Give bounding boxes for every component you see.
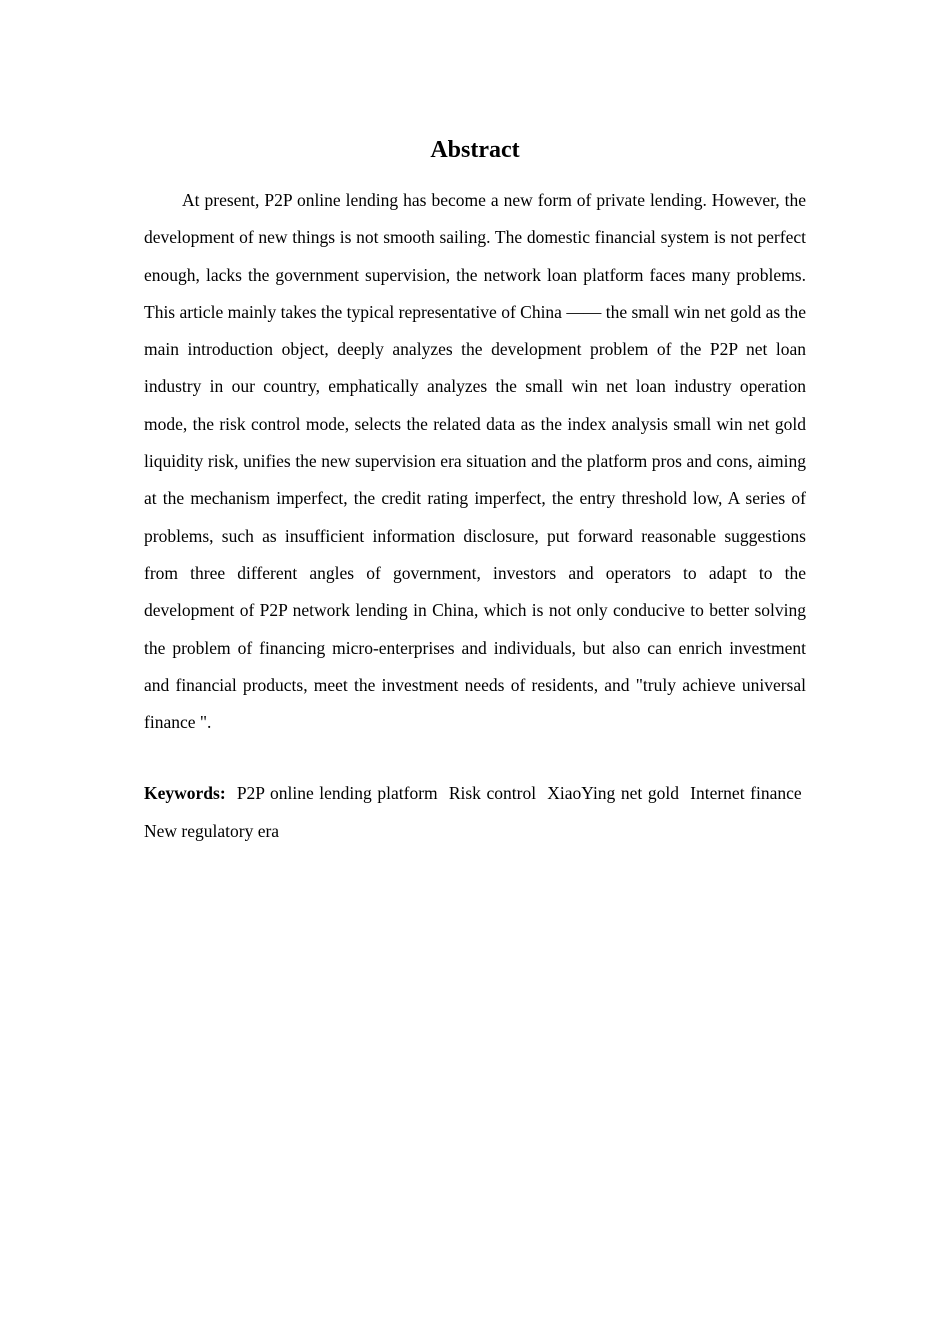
keyword-item: Risk control <box>448 783 537 804</box>
keyword-item: New regulatory era <box>144 820 280 841</box>
page-title: Abstract <box>430 137 520 163</box>
keyword-item: Internet finance <box>690 783 802 804</box>
keywords-label: Keywords: <box>144 783 226 804</box>
keywords-line <box>144 775 806 850</box>
abstract-paragraph: At present, P2P online lending has become a new form of private lending. However, the development of new things is not smooth sailing. The domestic financial system is not perfect enough, lacks the government supervision, the network loan platform faces many problems. This article mainly takes the typical representative of China —— the small win net gold as the main introduction object, deeply analyzes the development problem of the P2P net loan industry in our country, emphatically analyzes the small win net loan industry operation mode, the risk control mode, selects the related data as the index analysis small win net gold liquidity risk, unifies the new supervision era situation and the platform pros and cons, aiming at the mechanism imperfect, the credit rating imperfect, the entry threshold low, A series of problems, such as insufficient information disclosure, put forward reasonable suggestions from three different angles of government, investors and operators to adapt to the development of P2P network lending in China, which is not only conducive to better solving the problem of financing micro-enterprises and individuals, but also can enrich investment and financial products, meet the investment needs of residents, and "truly achieve universal finance ". <box>144 190 806 733</box>
keyword-item: P2P online lending platform <box>236 783 438 804</box>
abstract-section <box>144 132 806 850</box>
keyword-item: XiaoYing net gold <box>547 783 679 804</box>
